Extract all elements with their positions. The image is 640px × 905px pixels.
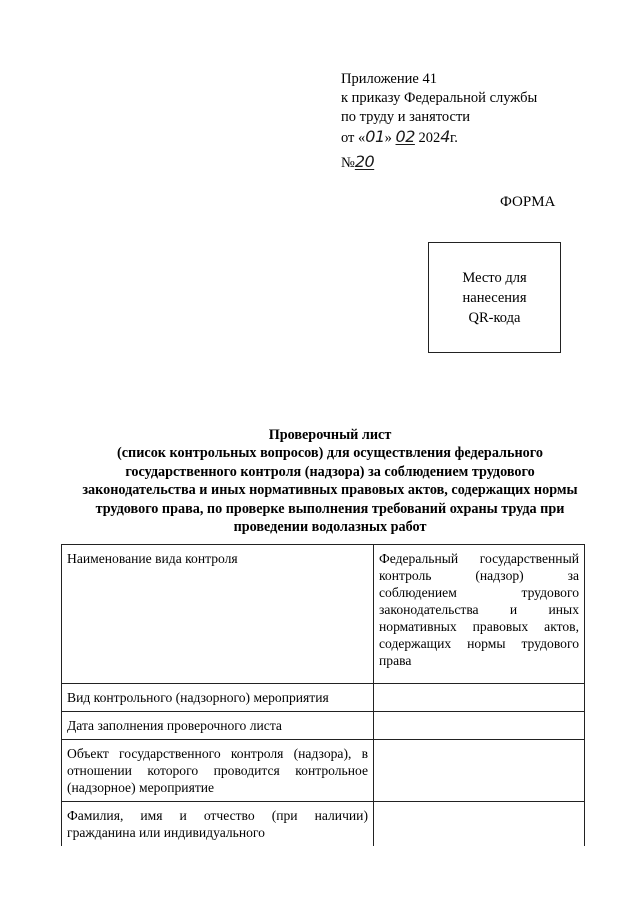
table-row (62, 802, 585, 847)
table-row (62, 545, 585, 684)
date-month-handwritten: 02 (395, 127, 415, 146)
annex-title: Приложение 41 (341, 71, 437, 87)
date-suffix: г. (449, 130, 458, 146)
row-value (374, 712, 585, 740)
number-prefix: № (341, 155, 355, 171)
title-line-6: проведении водолазных работ (233, 519, 427, 536)
annex-order-line-2: по труду и занятости (341, 109, 471, 125)
title-line-3: государственного контроля (надзора) за соблюдением трудового (125, 463, 535, 480)
date-prefix: от « (341, 130, 366, 146)
annex-order-line: к приказу Федеральной службы (341, 90, 538, 106)
form-label: ФОРМА (500, 194, 556, 210)
date-mid: » (384, 130, 396, 146)
table-row (62, 712, 585, 740)
annex-date (341, 127, 571, 148)
checklist-info-table (61, 544, 585, 846)
qr-line-1: Место для (462, 269, 527, 286)
annex-number (341, 152, 571, 173)
date-year-digit-handwritten: 4 (440, 127, 450, 146)
qr-code-placeholder (428, 242, 561, 353)
row-label: Вид контрольного (надзорного) мероприятия (62, 684, 374, 712)
date-day-handwritten: 01 (365, 127, 385, 146)
row-value: Федеральный государственный контроль (надзор) за соблюдением трудового законодательства и иных нормативных правовых актов, содержащих нормы трудового права (374, 545, 585, 684)
title-line-2: (список контрольных вопросов) для осуществления федерального (117, 445, 543, 462)
date-year-prefix: 202 (414, 130, 441, 146)
number-handwritten: 20 (354, 152, 375, 171)
row-label: Дата заполнения проверочного листа (62, 712, 374, 740)
title-line-5: трудового права, по проверке выполнения требований охраны труда при (95, 500, 565, 517)
row-label: Объект государственного контроля (надзора), в отношении которого проводится контрольное (надзорное) мероприятие (62, 740, 374, 802)
qr-line-3: QR-кода (468, 309, 521, 326)
annex-header (341, 70, 571, 173)
qr-line-2: нанесения (462, 289, 527, 306)
row-value (374, 802, 585, 847)
row-label: Наименование вида контроля (62, 545, 374, 684)
document-title (55, 426, 605, 536)
table-row (62, 740, 585, 802)
title-line-4: законодательства и иных нормативных правовых актов, содержащих нормы (82, 482, 578, 499)
row-value (374, 684, 585, 712)
row-value (374, 740, 585, 802)
table-row (62, 684, 585, 712)
title-line-1: Проверочный лист (268, 427, 392, 443)
row-label: Фамилия, имя и отчество (при наличии) гражданина или индивидуального (62, 802, 374, 847)
